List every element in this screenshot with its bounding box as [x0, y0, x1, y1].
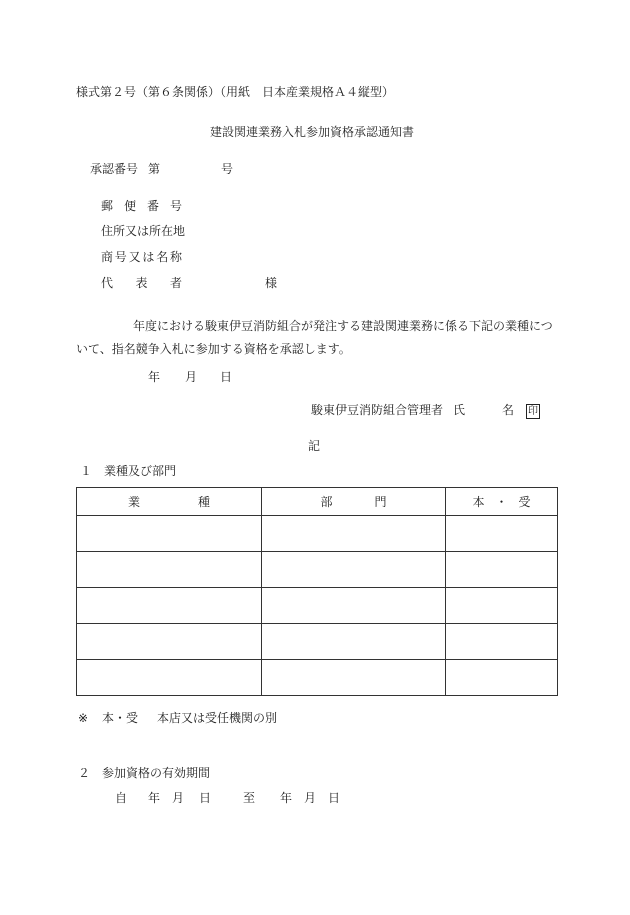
issuer-org: 駿東伊豆消防組合管理者 — [311, 403, 444, 417]
validity-to-year: 年 — [280, 791, 293, 805]
address-label: 住所又は所在地 — [101, 224, 186, 238]
table-cell — [77, 624, 262, 660]
validity-to-month: 月 — [304, 791, 317, 805]
validity-from-year: 年 — [148, 791, 161, 805]
table-cell — [262, 552, 446, 588]
seal-box: 印 — [528, 406, 538, 417]
date-day: 日 — [220, 370, 233, 384]
header-gyoshu: 業 種 — [77, 488, 262, 516]
table-row — [77, 660, 558, 696]
validity-from: 自 — [115, 791, 128, 805]
validity-from-day: 日 — [199, 791, 212, 805]
table-cell — [262, 588, 446, 624]
table-cell — [446, 516, 558, 552]
table-cell — [77, 552, 262, 588]
approval-number-dai: 第 — [148, 162, 161, 176]
table-cell — [77, 660, 262, 696]
section1-heading: １ 業種及び部門 — [80, 464, 177, 478]
sama-label: 様 — [265, 276, 278, 290]
body-text-line2: いて、指名競争入札に参加する資格を承認します。 — [76, 342, 351, 356]
table-header-row — [77, 488, 558, 516]
header-hon-ju: 本 ・ 受 — [446, 488, 558, 516]
table-cell — [262, 660, 446, 696]
approval-number-label: 承認番号 — [90, 162, 139, 176]
issuer-shi: 氏 — [453, 403, 466, 417]
table-cell — [77, 588, 262, 624]
validity-to: 至 — [243, 791, 256, 805]
table-cell — [262, 624, 446, 660]
representative-label: 代 表 者 — [101, 276, 182, 290]
table-row — [77, 588, 558, 624]
table-row — [77, 516, 558, 552]
note-term: 本・受 — [102, 711, 139, 725]
table-row — [77, 624, 558, 660]
date-year: 年 — [148, 370, 161, 384]
postal-code-label: 郵 便 番 号 — [101, 199, 182, 213]
table-cell — [446, 588, 558, 624]
validity-to-day: 日 — [328, 791, 341, 805]
approval-number-go: 号 — [221, 162, 234, 176]
section2-heading: ２ 参加資格の有効期間 — [78, 766, 211, 780]
table-cell — [77, 516, 262, 552]
form-header: 様式第２号（第６条関係）（用紙 日本産業規格Ａ４縦型） — [76, 85, 395, 99]
table-cell — [446, 552, 558, 588]
note-description: 本店又は受任機関の別 — [157, 711, 278, 725]
table-cell — [446, 624, 558, 660]
table-cell — [262, 516, 446, 552]
validity-from-month: 月 — [172, 791, 185, 805]
note-mark: ※ — [78, 711, 89, 725]
table-row — [77, 552, 558, 588]
business-table — [76, 487, 558, 696]
table-cell — [446, 660, 558, 696]
document-title: 建設関連業務入札参加資格承認通知書 — [210, 125, 415, 139]
seal-mark — [520, 402, 540, 419]
trade-name-label: 商 号 又 は 名 称 — [101, 250, 182, 264]
ki-label: 記 — [308, 439, 321, 453]
date-month: 月 — [185, 370, 198, 384]
header-bumon: 部 門 — [262, 488, 446, 516]
issuer-mei: 名 — [502, 403, 515, 417]
body-text-line1: 年度における駿東伊豆消防組合が発注する建設関連業務に係る下記の業種につ — [133, 319, 553, 333]
